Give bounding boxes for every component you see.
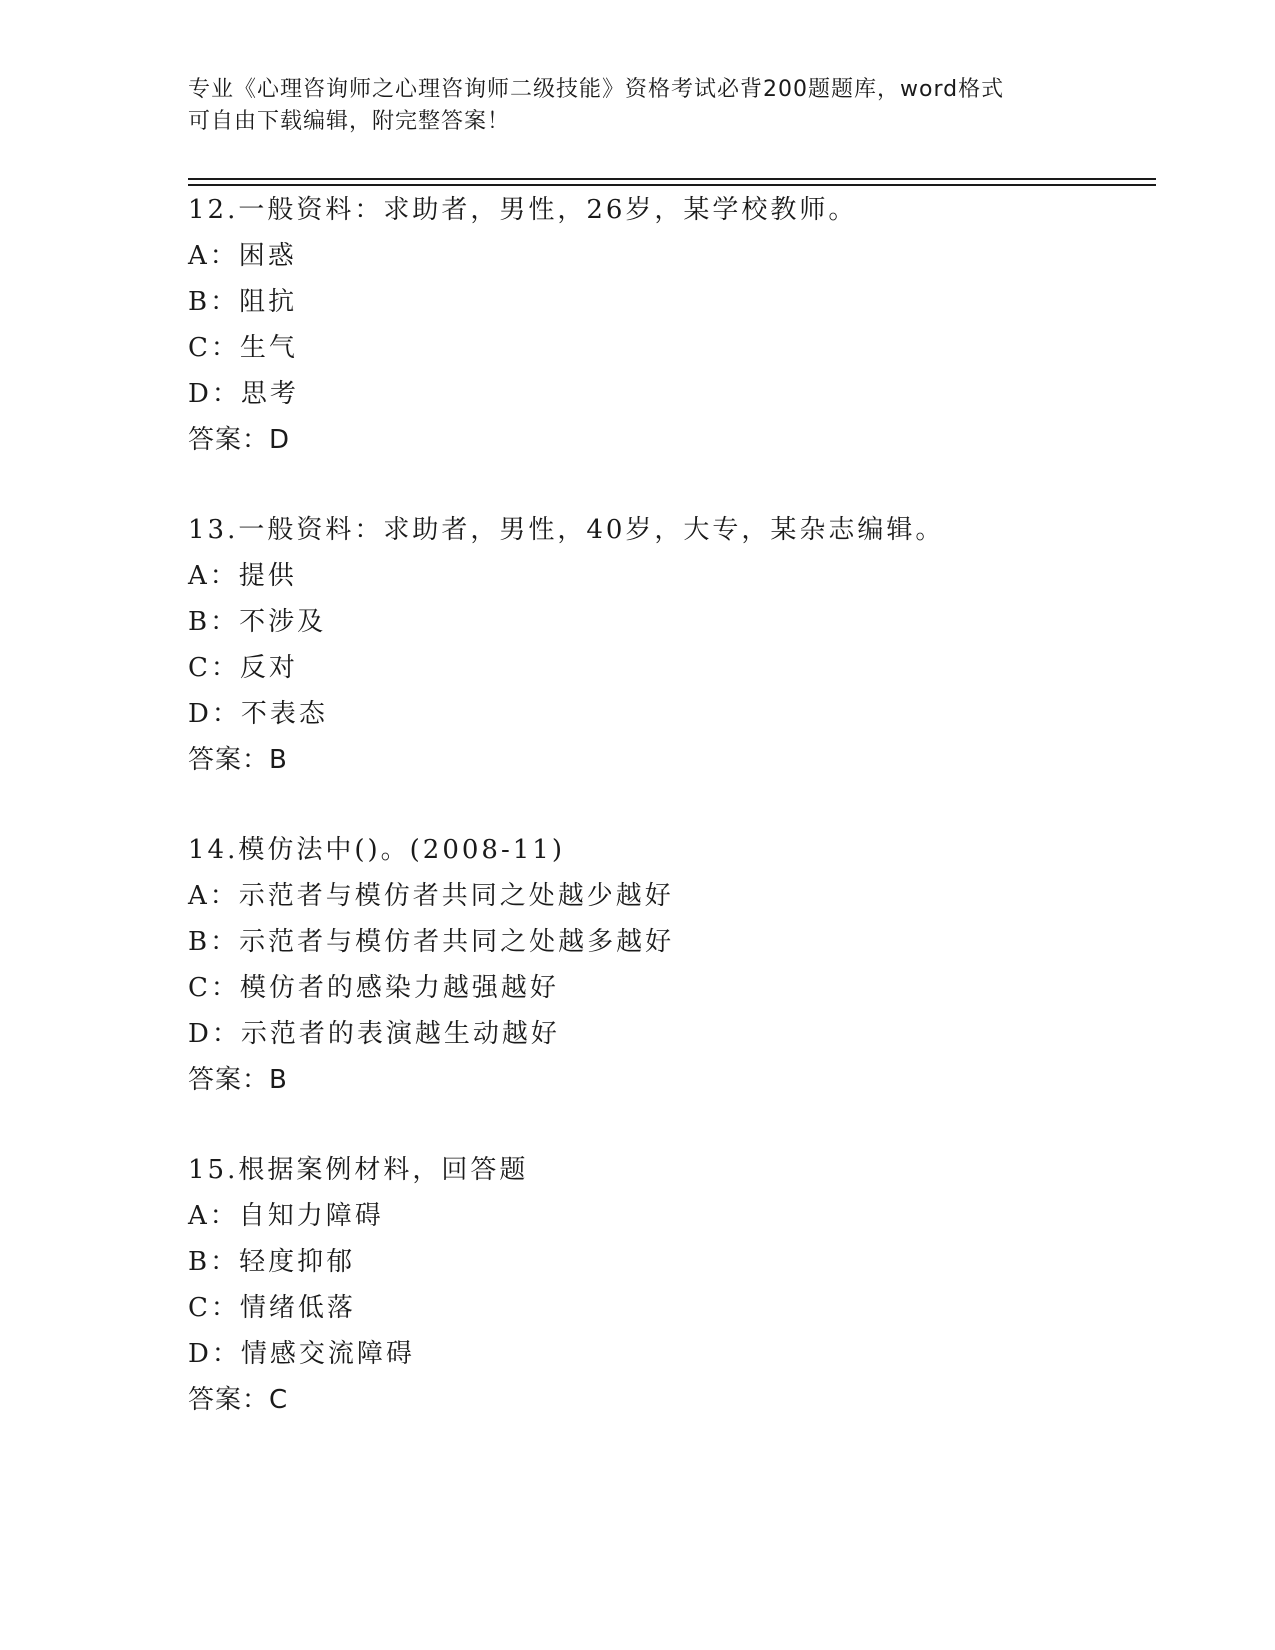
option-b: B：阻抗 — [188, 287, 298, 317]
question-stem: 14.模仿法中()。(2008-11) — [188, 835, 565, 865]
document-header — [188, 74, 1088, 138]
option-d: D：不表态 — [188, 699, 328, 729]
answer: 答案：B — [188, 745, 288, 775]
answer: 答案：B — [188, 1065, 288, 1095]
header-line-2: 可自由下载编辑，附完整答案！ — [188, 109, 511, 134]
header-divider-top — [188, 178, 1156, 180]
option-b: B：轻度抑郁 — [188, 1247, 356, 1277]
option-a: A：自知力障碍 — [188, 1201, 384, 1231]
question-13 — [188, 507, 1148, 783]
option-a: A：提供 — [188, 561, 297, 591]
answer: 答案：D — [188, 425, 291, 455]
option-d: D：示范者的表演越生动越好 — [188, 1019, 560, 1049]
question-12 — [188, 187, 1148, 463]
question-stem: 13.一般资料：求助者，男性，40岁，大专，某杂志编辑。 — [188, 515, 945, 545]
question-stem: 12.一般资料：求助者，男性，26岁，某学校教师。 — [188, 195, 858, 225]
question-14 — [188, 827, 1148, 1103]
option-a: A：示范者与模仿者共同之处越少越好 — [188, 881, 674, 911]
question-stem: 15.根据案例材料，回答题 — [188, 1155, 529, 1185]
option-c: C：反对 — [188, 653, 298, 683]
option-a: A：困惑 — [188, 241, 297, 271]
option-c: C：模仿者的感染力越强越好 — [188, 973, 559, 1003]
option-b: B：不涉及 — [188, 607, 327, 637]
question-15 — [188, 1147, 1148, 1423]
answer: 答案：C — [188, 1385, 289, 1415]
header-line-1: 专业《心理咨询师之心理咨询师二级技能》资格考试必背200题题库，word格式 — [188, 77, 1005, 102]
option-d: D：情感交流障碍 — [188, 1339, 415, 1369]
option-c: C：生气 — [188, 333, 298, 363]
header-divider-bottom — [188, 184, 1156, 186]
option-d: D：思考 — [188, 379, 299, 409]
option-b: B：示范者与模仿者共同之处越多越好 — [188, 927, 675, 957]
option-c: C：情绪低落 — [188, 1293, 356, 1323]
